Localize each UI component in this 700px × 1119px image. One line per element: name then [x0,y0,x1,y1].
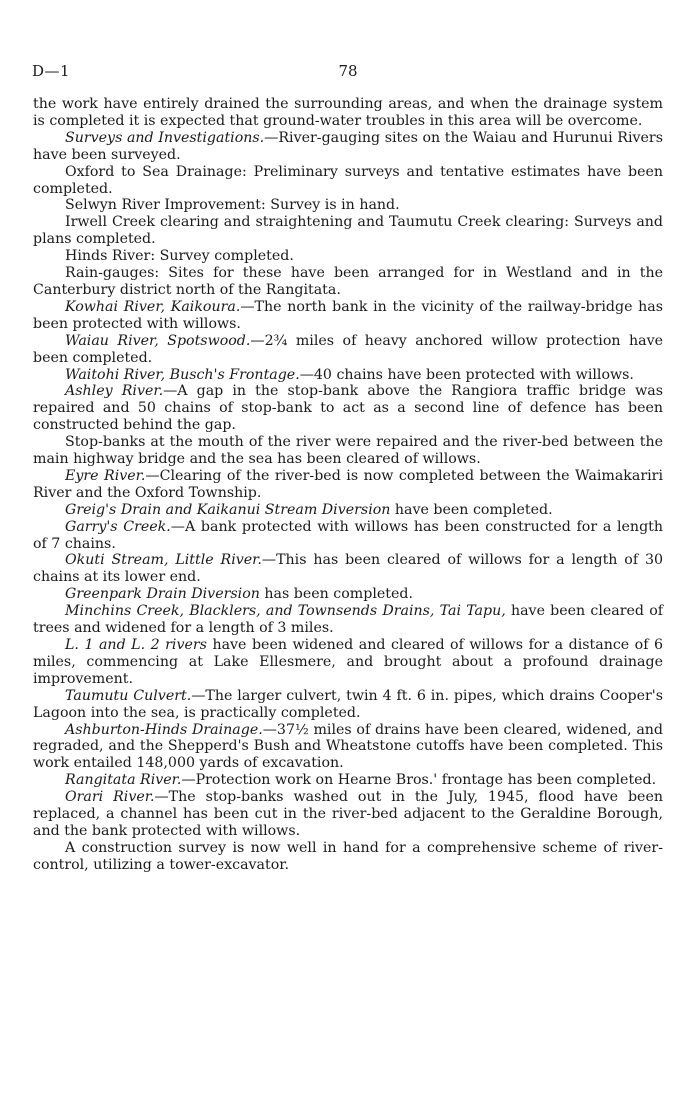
paragraph-text: have been cleared of trees and widened for a length of 3 miles. [33,603,663,637]
paragraph [33,840,663,874]
paragraph [33,603,663,637]
paragraph-lead: Greenpark Drain Diversion [65,586,260,603]
paragraph-text: —Protection work on Hearne Bros.' frontage has been completed. [181,772,657,789]
paragraph-lead: L. 1 and L. 2 rivers [65,637,207,653]
paragraph-text: Stop-banks at the mouth of the river were repaired and the river-bed between the main highway bridge and the sea has been cleared of willows. [33,434,663,468]
paragraph [33,637,663,688]
paragraph [33,688,663,722]
page-body [33,96,663,874]
paragraph [33,96,663,130]
paragraph [33,468,663,502]
page-number: 78 [338,62,358,80]
paragraph-lead: Waiau River, Spotswood. [65,332,251,349]
paragraph-lead: Eyre River. [65,467,146,484]
paragraph-text: —River-gauging sites on the Waiau and Hurunui Rivers have been surveyed. [33,129,663,163]
paragraph-text: A construction survey is now well in hand for a comprehensive scheme of river-control, utilizing a tower-excavator. [33,839,663,873]
paragraph-lead: Okuti Stream, Little River. [65,552,262,569]
paragraph-text: —Clearing of the river-bed is now completed between the Waimakariri River and the Oxford Township. [33,467,663,501]
paragraph-text: —37½ miles of drains have been cleared, widened, and regraded, and the Shepperd's Bush and Wheatstone cutoffs have been completed. This work entailed 148,000 yards of excavation. [33,721,664,772]
paragraph-lead: Minchins Creek, Blacklers, and Townsends Drains, Tai Tapu, [65,603,506,620]
paragraph-text: Selwyn River Improvement: Survey is in hand. [65,197,400,214]
paragraph-lead: Taumutu Culvert. [65,687,192,704]
paragraph-lead: Greig's Drain and Kaikanui Stream Diversion [65,501,391,518]
section-code: D—1 [32,62,71,80]
paragraph-text: —The stop-banks washed out in the July, 1945, flood have been replaced, a channel has been cut in the river-bed adjacent to the Geraldine Borough, and the bank protected with willows. [33,789,663,839]
paragraph [33,248,663,265]
paragraph-text: Irwell Creek clearing and straightening and Taumutu Creek clearing: Surveys and plans completed. [33,214,663,248]
paragraph-text: Rain-gauges: Sites for these have been arranged for in Westland and in the Canterbury district north of the Rangitata. [33,265,663,298]
paragraph [33,164,663,198]
paragraph [33,333,663,367]
paragraph-text: —The larger culvert, twin 4 ft. 6 in. pipes, which drains Cooper's Lagoon into the sea, is practically completed. [33,687,663,721]
paragraph [33,789,663,840]
paragraph-lead: Garry's Creek. [65,518,171,535]
paragraph-lead: Ashley River. [65,383,164,400]
paragraph [33,197,663,214]
paragraph-text: —A gap in the stop-bank above the Rangiora traffic bridge was repaired and 50 chains of stop-bank to act as a second line of defence has been constructed behind the gap. [33,383,663,434]
paragraph-lead: Kowhai River, Kaikoura. [65,298,241,315]
paragraph-text: have been completed. [390,501,553,518]
paragraph [33,130,663,164]
paragraph [33,367,663,384]
paragraph [33,772,663,789]
paragraph [33,586,663,603]
paragraph-text: the work have entirely drained the surrounding areas, and when the drainage system is completed it is expected that ground-water troubles in this area will be overcome. [33,96,663,129]
paragraph-text: —40 chains have been protected with willows. [299,366,634,383]
paragraph-lead: Waitohi River, Busch's Frontage. [65,366,300,383]
paragraph-lead: Rangitata River. [65,772,182,789]
paragraph [33,383,663,434]
paragraph-text: —A bank protected with willows has been constructed for a length of 7 chains. [33,518,663,552]
paragraph-text: has been completed. [259,586,413,603]
paragraph [33,299,663,333]
paragraph [33,552,663,586]
paragraph-text: —This has been cleared of willows for a length of 30 chains at its lower end. [33,552,664,586]
paragraph [33,214,663,248]
paragraph-lead: Ashburton-Hinds Drainage. [65,721,263,738]
paragraph-text: —2¾ miles of heavy anchored willow protection have been completed. [33,332,664,366]
paragraph [33,265,663,299]
paragraph-lead: Surveys and Investigations. [65,129,265,146]
paragraph-text: Oxford to Sea Drainage: Preliminary surveys and tentative estimates have been completed. [33,163,663,197]
paragraph [33,434,663,468]
paragraph-lead: Orari River. [65,789,155,806]
paragraph-text: —The north bank in the vicinity of the railway-bridge has been protected with willows. [33,298,664,332]
paragraph [33,502,663,519]
paragraph [33,722,663,773]
page-header [32,62,664,82]
paragraph [33,519,663,553]
paragraph-text: Hinds River: Survey completed. [65,248,294,265]
paragraph-text: have been widened and cleared of willows for a distance of 6 miles, commencing at Lake Ellesmere, and brought about a profound drainage improvement. [33,637,664,687]
